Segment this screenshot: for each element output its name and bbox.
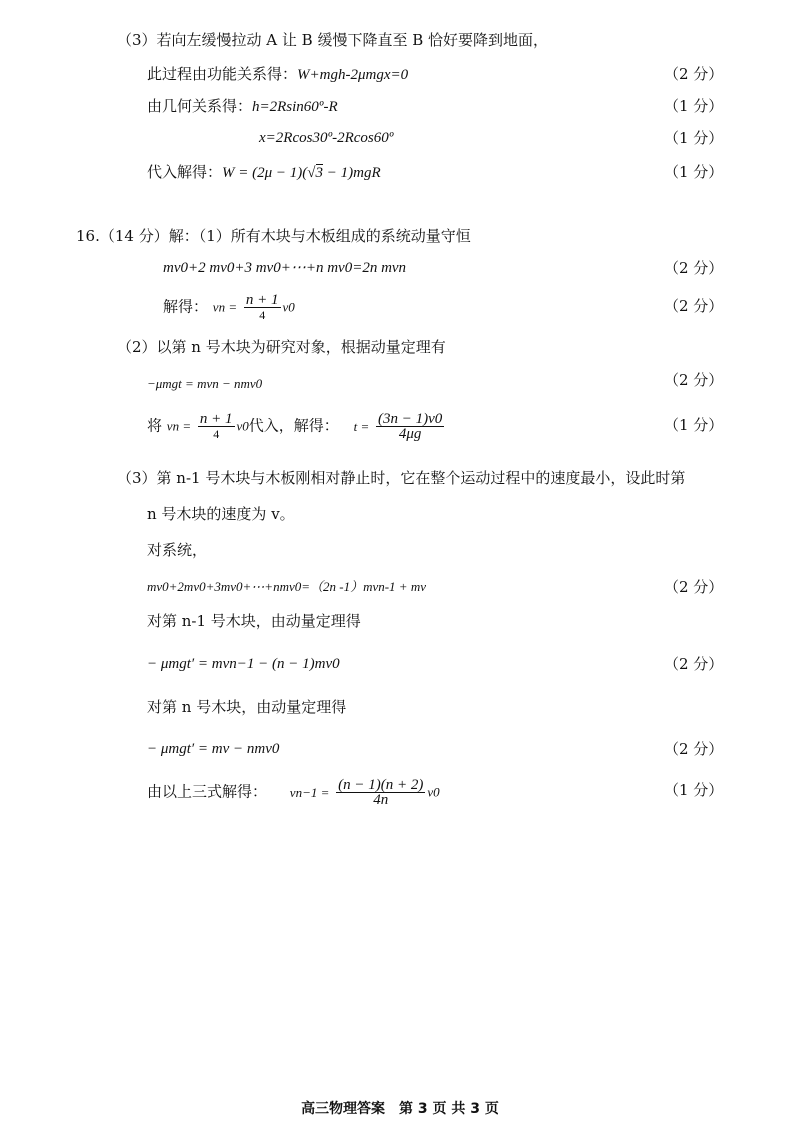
p3-final-num: (n − 1)(n + 2) xyxy=(338,777,424,793)
subst-eq-left: W = (2μ − 1)( xyxy=(222,165,308,181)
q16-eq1-score: （2 分） xyxy=(664,259,724,277)
subst-score: （1 分） xyxy=(664,163,724,181)
p2-sub-tail: v0 xyxy=(236,418,249,434)
q16-vn-num: n + 1 xyxy=(245,292,279,308)
page-footer: 高三物理答案 第 3 页 共 3 页 xyxy=(301,1101,499,1117)
q16-vn-score: （2 分） xyxy=(664,297,724,315)
part3-heading: （3）若向左缓慢拉动 A 让 B 缓慢下降直至 B 恰好要降到地面， xyxy=(117,31,549,49)
geom-h-equation: h=2Rsin60º-R xyxy=(252,99,338,115)
q16-heading: 16.（14 分）解：（1）所有木块与木板组成的系统动量守恒 xyxy=(76,227,471,245)
energy-equation: W+mgh-2μmgx=0 xyxy=(297,67,409,83)
subst-sqrt-radicand: 3 xyxy=(315,165,324,181)
q16-vn-tail: v0 xyxy=(282,299,295,315)
p2-t-lhs: t = xyxy=(353,418,370,434)
subst-eq-right: − 1)mgR xyxy=(323,165,381,181)
p3-n-score: （2 分） xyxy=(664,740,724,758)
subst-label: 代入解得： xyxy=(147,163,223,181)
geom-x-equation: x=2Rcos30º-2Rcos60º xyxy=(259,130,394,146)
p2-equation: −μmgt = mvn − nmv0 xyxy=(147,376,263,391)
q16-vn-lhs: vn = xyxy=(212,299,238,315)
p3-heading2: n 号木块的速度为 v。 xyxy=(147,505,295,523)
p2-sub-num: n + 1 xyxy=(199,411,233,427)
p2-sub-lhs: vn = xyxy=(166,418,192,434)
p3-n1-label: 对第 n-1 号木块，由动量定理得 xyxy=(147,612,361,630)
energy-label: 此过程由功能关系得： xyxy=(147,65,298,83)
p3-final-den: 4n xyxy=(373,792,389,808)
p3-sys-label: 对系统， xyxy=(147,541,208,559)
sqrt-sign: √ xyxy=(307,165,316,181)
p3-n-equation: − μmgt′ = mv − nmv0 xyxy=(147,741,280,757)
p3-final-fraction xyxy=(336,778,425,807)
p2-sub-fraction xyxy=(198,412,235,441)
p2-eq-score: （2 分） xyxy=(664,371,724,389)
q16-vn-den: 4 xyxy=(259,308,266,322)
subst-line xyxy=(147,162,381,183)
energy-score: （2 分） xyxy=(664,65,724,83)
p3-final-label: 由以上三式解得： xyxy=(147,782,268,801)
geom-line xyxy=(147,96,338,117)
p3-final-tail: v0 xyxy=(427,784,440,800)
energy-line xyxy=(147,64,408,85)
p2-heading: （2）以第 n 号木块为研究对象，根据动量定理有 xyxy=(117,338,446,356)
p2-sub-mid: 代入，解得： xyxy=(248,416,339,435)
p2-t-score: （1 分） xyxy=(664,416,724,434)
p3-final-lhs: vn−1 = xyxy=(289,784,330,800)
q16-eq1: mv0+2 mv0+3 mv0+⋯+n mv0=2n mvn xyxy=(163,260,407,276)
p3-sys-score: （2 分） xyxy=(664,578,724,596)
p3-n-label: 对第 n 号木块，由动量定理得 xyxy=(147,698,347,716)
q16-solve-label: 解得： xyxy=(163,297,209,316)
p3-sys-equation: mv0+2mv0+3mv0+⋯+nmv0=（2n -1）mvn-1 + mv xyxy=(147,579,426,594)
p3-final-line xyxy=(147,778,440,807)
p2-t-den: 4μg xyxy=(398,426,422,442)
geom-x-score: （1 分） xyxy=(664,129,724,147)
p2-t-fraction xyxy=(376,412,444,441)
p3-n1-equation: − μmgt′ = mvn−1 − (n − 1)mv0 xyxy=(147,656,340,672)
p3-final-score: （1 分） xyxy=(664,781,724,799)
p3-heading: （3）第 n-1 号木块与木板刚相对静止时，它在整个运动过程中的速度最小，设此时第 xyxy=(117,469,686,487)
p2-sub-line xyxy=(147,412,446,441)
p2-t-num: (3n − 1)v0 xyxy=(378,411,443,427)
q16-vn-fraction xyxy=(244,293,281,322)
p2-sub-den: 4 xyxy=(213,427,220,441)
geom-h-score: （1 分） xyxy=(664,97,724,115)
q16-vn-line xyxy=(163,293,295,322)
p2-sub-label: 将 xyxy=(147,416,163,435)
geom-label: 由几何关系得： xyxy=(147,97,253,115)
p3-n1-score: （2 分） xyxy=(664,655,724,673)
